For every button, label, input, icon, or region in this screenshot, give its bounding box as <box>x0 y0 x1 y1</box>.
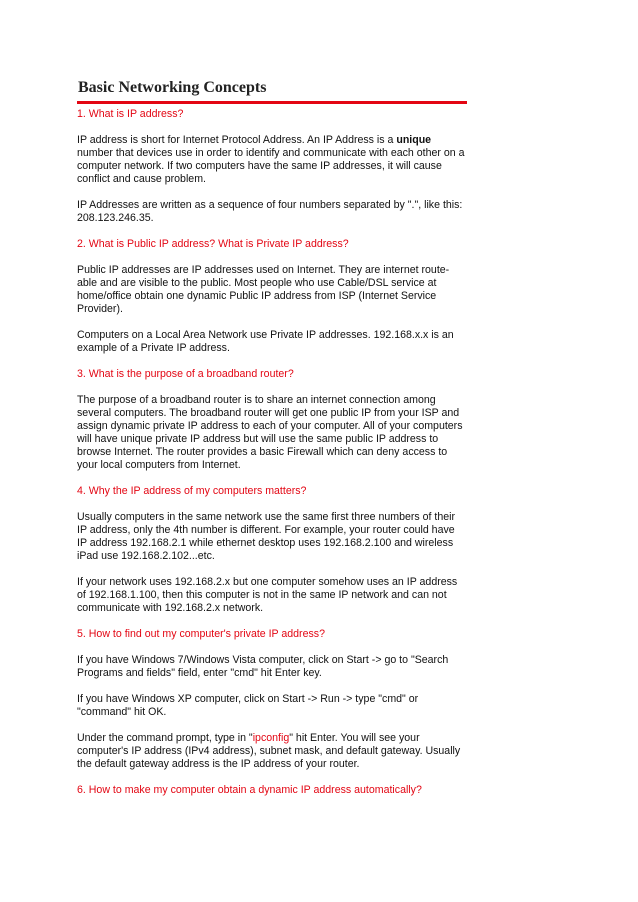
question-1: 1. What is IP address? <box>77 108 184 120</box>
answer-5-paragraph-2: If you have Windows XP computer, click on Start -> Run -> type "cmd" or "command" hit OK. <box>77 693 419 718</box>
question-3: 3. What is the purpose of a broadband router? <box>77 368 294 380</box>
answer-4-paragraph-2: If your network uses 192.168.2.x but one computer somehow uses an IP address of 192.168.1.100, then this computer is not in the same IP network and can not communicate with 192.168.2.x network. <box>77 576 458 614</box>
text-run: IP address is short for Internet Protocol Address. An IP Address is a <box>77 134 397 146</box>
command-highlight: ipconfig <box>252 732 290 744</box>
document-page <box>77 78 467 810</box>
answer-2-paragraph-1: Public IP addresses are IP addresses used on Internet. They are internet route-able and are visible to the public. Most people who use Cable/DSL service at home/office obtain one dynamic Public IP address from ISP (Internet Service Provider). <box>77 264 450 315</box>
answer-2-paragraph-2: Computers on a Local Area Network use Private IP addresses. 192.168.x.x is an example of a Private IP address. <box>77 329 454 354</box>
answer-5-paragraph-3 <box>77 732 467 771</box>
title-divider <box>77 101 467 104</box>
text-run: " hit Enter. You will see your computer's IP address (IPv4 address), subnet mask, and default gateway. Usually the default gateway address is the IP address of your router. <box>77 732 461 770</box>
question-2: 2. What is Public IP address? What is Private IP address? <box>77 238 349 250</box>
question-6: 6. How to make my computer obtain a dynamic IP address automatically? <box>77 784 422 796</box>
bold-term: unique <box>396 134 432 146</box>
answer-1-paragraph-1 <box>77 134 467 186</box>
question-4: 4. Why the IP address of my computers matters? <box>77 485 307 497</box>
text-run: Under the command prompt, type in " <box>77 732 253 744</box>
answer-1-paragraph-2: IP Addresses are written as a sequence of four numbers separated by ".", like this: 208.123.246.35. <box>77 199 463 224</box>
answer-5-paragraph-1: If you have Windows 7/Windows Vista computer, click on Start -> go to "Search Programs and fields" field, enter "cmd" hit Enter key. <box>77 654 449 679</box>
page-title: Basic Networking Concepts <box>78 79 267 96</box>
text-run: number that devices use in order to identify and communicate with each other on a computer network. If two computers have the same IP addresses, it will cause conflict and cause problem. <box>77 147 465 185</box>
answer-4-paragraph-1: Usually computers in the same network use the same first three numbers of their IP address, only the 4th number is different. For example, your router could have IP address 192.168.2.1 while ethernet desktop uses 192.168.2.100 and wireless iPad use 192.168.2.102...etc. <box>77 511 456 562</box>
question-5: 5. How to find out my computer's private IP address? <box>77 628 325 640</box>
answer-3-paragraph-1: The purpose of a broadband router is to share an internet connection among several computers. The broadband router will get one public IP from your ISP and assign dynamic private IP address to each of your computer. All of your computers will have unique private IP address but will use the same public IP address to browse Internet. The router provides a basic Firewall which can deny access to your local computers from Internet. <box>77 394 463 471</box>
